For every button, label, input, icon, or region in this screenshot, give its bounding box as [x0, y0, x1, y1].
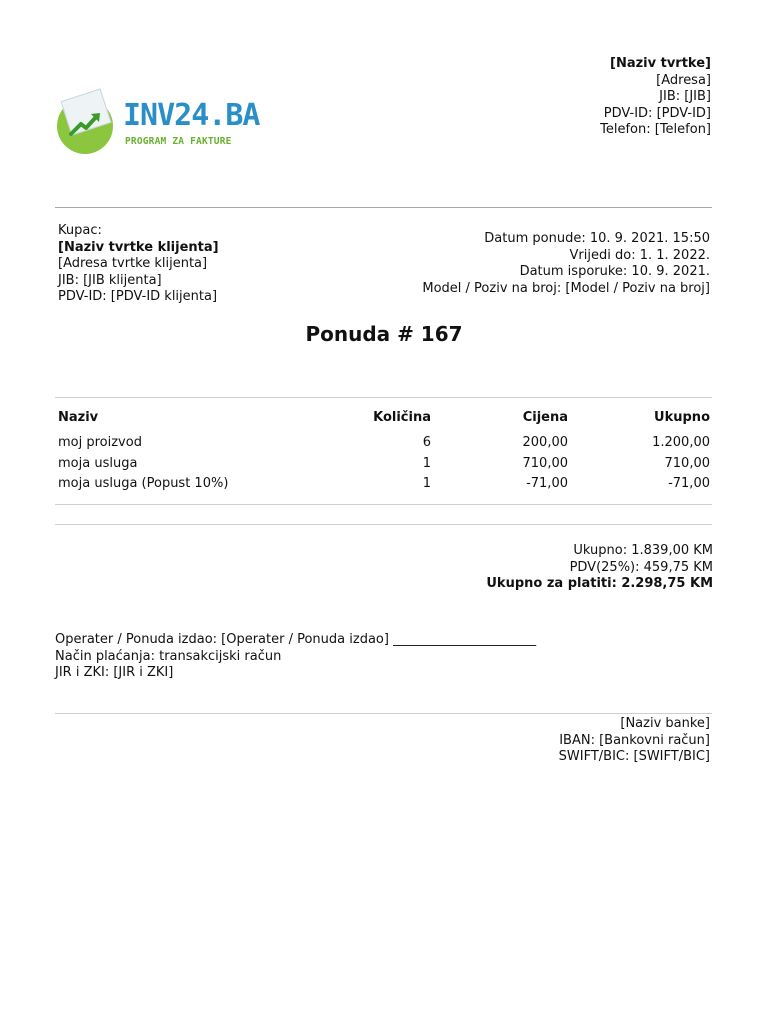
totals — [486, 543, 713, 593]
client-pdv: PDV-ID: [PDV-ID klijenta] — [58, 289, 218, 304]
company-pdv: PDV-ID: [PDV-ID] — [603, 105, 711, 121]
item-name: moja usluga — [58, 456, 138, 471]
table-row — [58, 476, 710, 496]
logo-brand-text: INV24.BA — [123, 98, 260, 133]
divider — [55, 713, 712, 714]
growth-arrow-icon — [69, 108, 103, 138]
operator-line: Operater / Ponuda izdao: [Operater / Ponuda izdao] ______________________ — [55, 632, 537, 647]
item-qty: 1 — [422, 456, 431, 471]
header-name: Naziv — [58, 410, 99, 425]
header-qty: Količina — [373, 410, 431, 425]
company-phone: Telefon: [Telefon] — [600, 122, 711, 137]
client-address: [Adresa tvrtke klijenta] — [58, 256, 208, 271]
table-header — [58, 410, 710, 430]
bank-swift: SWIFT/BIC: [SWIFT/BIC] — [558, 749, 710, 764]
header-price: Cijena — [522, 410, 568, 425]
company-address: [Adresa] — [656, 72, 711, 88]
company-jib: JIB: [JIB] — [659, 89, 711, 104]
divider — [55, 207, 712, 208]
company-info — [600, 56, 711, 139]
item-total: -71,00 — [668, 476, 710, 491]
client-info — [58, 223, 219, 306]
bank-info — [559, 716, 710, 766]
table-row — [58, 435, 710, 455]
document-title: Ponuda # 167 — [305, 322, 463, 346]
valid-until: Vrijedi do: 1. 1. 2022. — [569, 247, 710, 263]
item-qty: 1 — [422, 476, 431, 491]
vat-amount: PDV(25%): 459,75 KM — [569, 559, 713, 575]
client-heading: Kupac: — [58, 223, 102, 238]
item-total: 710,00 — [664, 456, 710, 471]
model-reference: Model / Poziv na broj: [Model / Poziv na broj] — [422, 280, 710, 296]
item-price: -71,00 — [526, 476, 568, 491]
grand-total: Ukupno za platiti: 2.298,75 KM — [486, 576, 713, 591]
bank-name: [Naziv banke] — [620, 716, 710, 731]
delivery-date: Datum isporuke: 10. 9. 2021. — [519, 264, 710, 279]
client-name: [Naziv tvrtke klijenta] — [58, 239, 219, 255]
jir-zki: JIR i ZKI: [JIR i ZKI] — [55, 665, 174, 680]
header-total: Ukupno — [654, 410, 710, 425]
client-jib: JIB: [JIB klijenta] — [58, 272, 162, 288]
table-row — [58, 456, 710, 476]
item-price: 710,00 — [522, 456, 568, 471]
item-total: 1.200,00 — [652, 435, 710, 450]
company-name: [Naziv tvrtke] — [610, 56, 711, 71]
item-qty: 6 — [422, 435, 431, 450]
logo-tagline: PROGRAM ZA FAKTURE — [125, 136, 232, 147]
divider — [55, 397, 712, 398]
divider — [55, 504, 712, 505]
item-price: 200,00 — [522, 435, 568, 450]
offer-meta — [422, 231, 710, 297]
divider — [55, 524, 712, 525]
offer-date: Datum ponude: 10. 9. 2021. 15:50 — [484, 231, 710, 246]
payment-method: Način plaćanja: transakcijski račun — [55, 648, 282, 664]
subtotal: Ukupno: 1.839,00 KM — [573, 543, 713, 558]
item-name: moja usluga (Popust 10%) — [58, 476, 229, 491]
issuer-info — [55, 632, 536, 682]
company-logo — [55, 94, 260, 156]
bank-iban: IBAN: [Bankovni račun] — [559, 732, 710, 748]
item-name: moj proizvod — [58, 435, 142, 450]
